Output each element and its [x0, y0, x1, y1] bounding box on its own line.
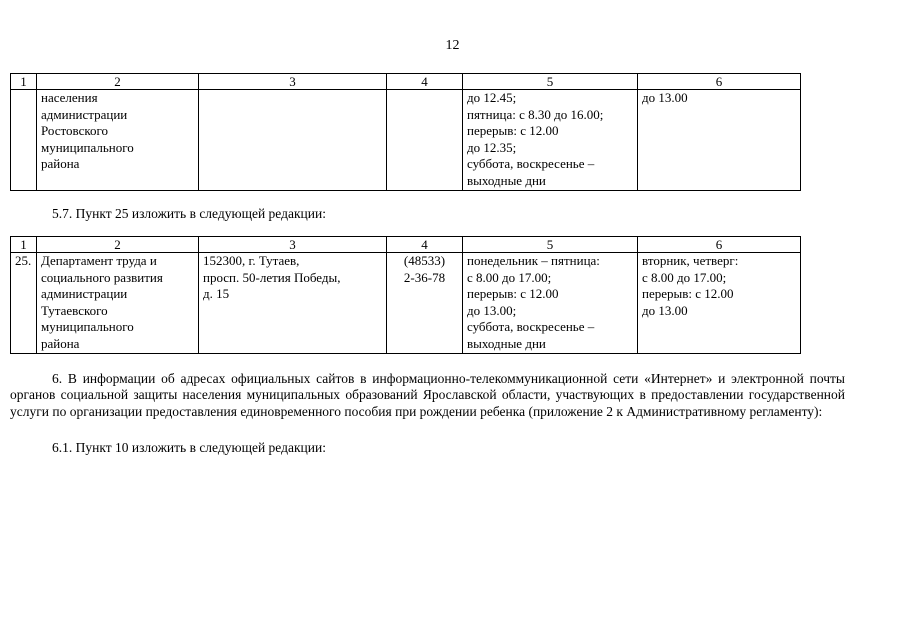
header-cell-5: 5 [463, 74, 638, 90]
cell-phone: (48533) 2-36-78 [387, 253, 463, 354]
table-header-row [11, 74, 801, 90]
header-cell-4: 4 [387, 74, 463, 90]
cell-reception-hours: вторник, четверг: с 8.00 до 17.00; перерыв: с 12.00 до 13.00 [638, 253, 801, 354]
cell-reception-hours: до 13.00 [638, 90, 801, 191]
header-cell-3: 3 [199, 237, 387, 253]
table-continuation [10, 73, 801, 191]
cell-phone [387, 90, 463, 191]
paragraph-5-7: 5.7. Пункт 25 изложить в следующей редакции: [52, 206, 326, 221]
cell-organization: Департамент труда и социального развития администрации Тутаевского муниципального района [37, 253, 199, 354]
header-cell-6: 6 [638, 237, 801, 253]
cell-organization: населения администрации Ростовского муниципального района [37, 90, 199, 191]
header-cell-3: 3 [199, 74, 387, 90]
header-cell-5: 5 [463, 237, 638, 253]
header-cell-4: 4 [387, 237, 463, 253]
paragraph-6: 6. В информации об адресах официальных сайтов в информационно-телекоммуникационной сети «Интернет» и электронной почты органов социальной защиты населения муниципальных образований Ярославской области, участвующих в предоставлении государственной услуги по организации предоставления единовременного пособия при рождении ребенка (приложение 2 к Административному регламенту): [10, 371, 845, 419]
header-cell-1: 1 [11, 237, 37, 253]
cell-schedule: понедельник – пятница: с 8.00 до 17.00; перерыв: с 12.00 до 13.00; суббота, воскресенье – выходные дни [463, 253, 638, 354]
header-cell-2: 2 [37, 74, 199, 90]
page-number: 12 [445, 38, 460, 53]
table-row [11, 253, 801, 354]
header-cell-2: 2 [37, 237, 199, 253]
table-item-25 [10, 236, 801, 354]
cell-number [11, 90, 37, 191]
header-cell-6: 6 [638, 74, 801, 90]
header-cell-1: 1 [11, 74, 37, 90]
table-row [11, 90, 801, 191]
cell-number: 25. [11, 253, 37, 354]
cell-address [199, 90, 387, 191]
cell-schedule: до 12.45; пятница: с 8.30 до 16.00; перерыв: с 12.00 до 12.35; суббота, воскресенье – выходные дни [463, 90, 638, 191]
paragraph-6-1: 6.1. Пункт 10 изложить в следующей редакции: [52, 440, 326, 455]
table-header-row [11, 237, 801, 253]
cell-address: 152300, г. Тутаев, просп. 50-летия Победы, д. 15 [199, 253, 387, 354]
